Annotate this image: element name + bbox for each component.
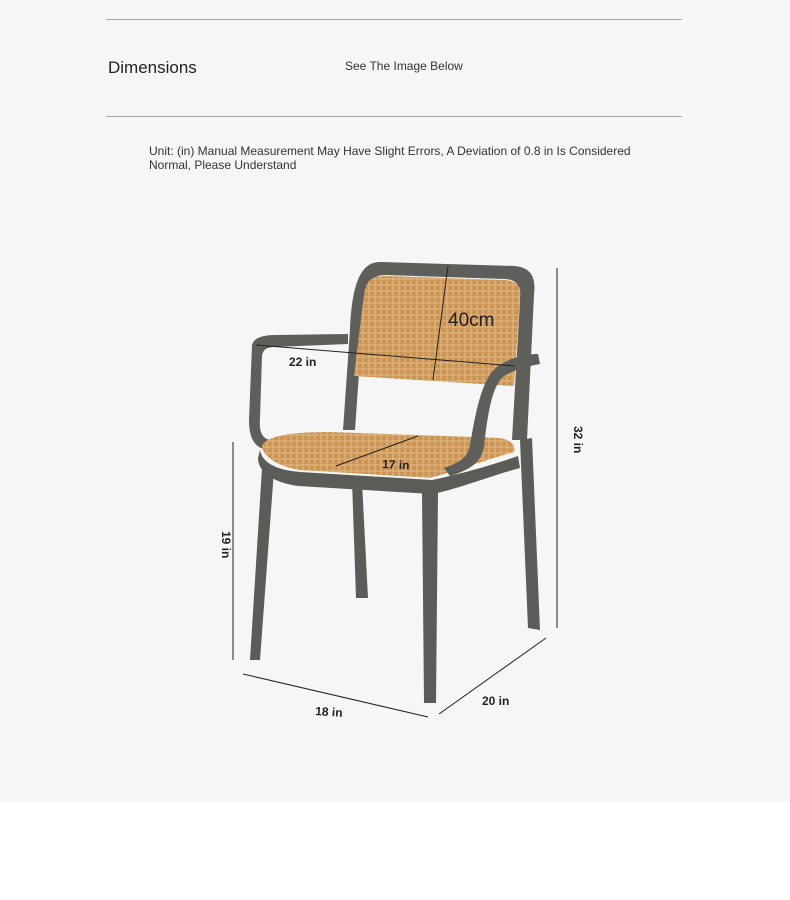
side-depth-label: 20 in: [482, 694, 510, 708]
arm-width-label: 22 in: [289, 355, 317, 369]
back-height-label: 40cm: [448, 310, 495, 331]
chair-front-legs: [250, 468, 438, 703]
chair-backrest: [343, 262, 534, 440]
spec-value: See The Image Below: [345, 59, 463, 73]
seat-height-label: 19 in: [219, 531, 233, 559]
front-width-label: 18 in: [314, 704, 344, 720]
total-height-label: 32 in: [571, 426, 585, 454]
seat-depth-label: 17 in: [381, 457, 410, 473]
spec-label: Dimensions: [108, 58, 197, 77]
measurement-note: Unit: (in) Manual Measurement May Have Slight Errors, A Deviation of 0.8 in Is Considered Normal, Please Understand: [149, 144, 631, 172]
